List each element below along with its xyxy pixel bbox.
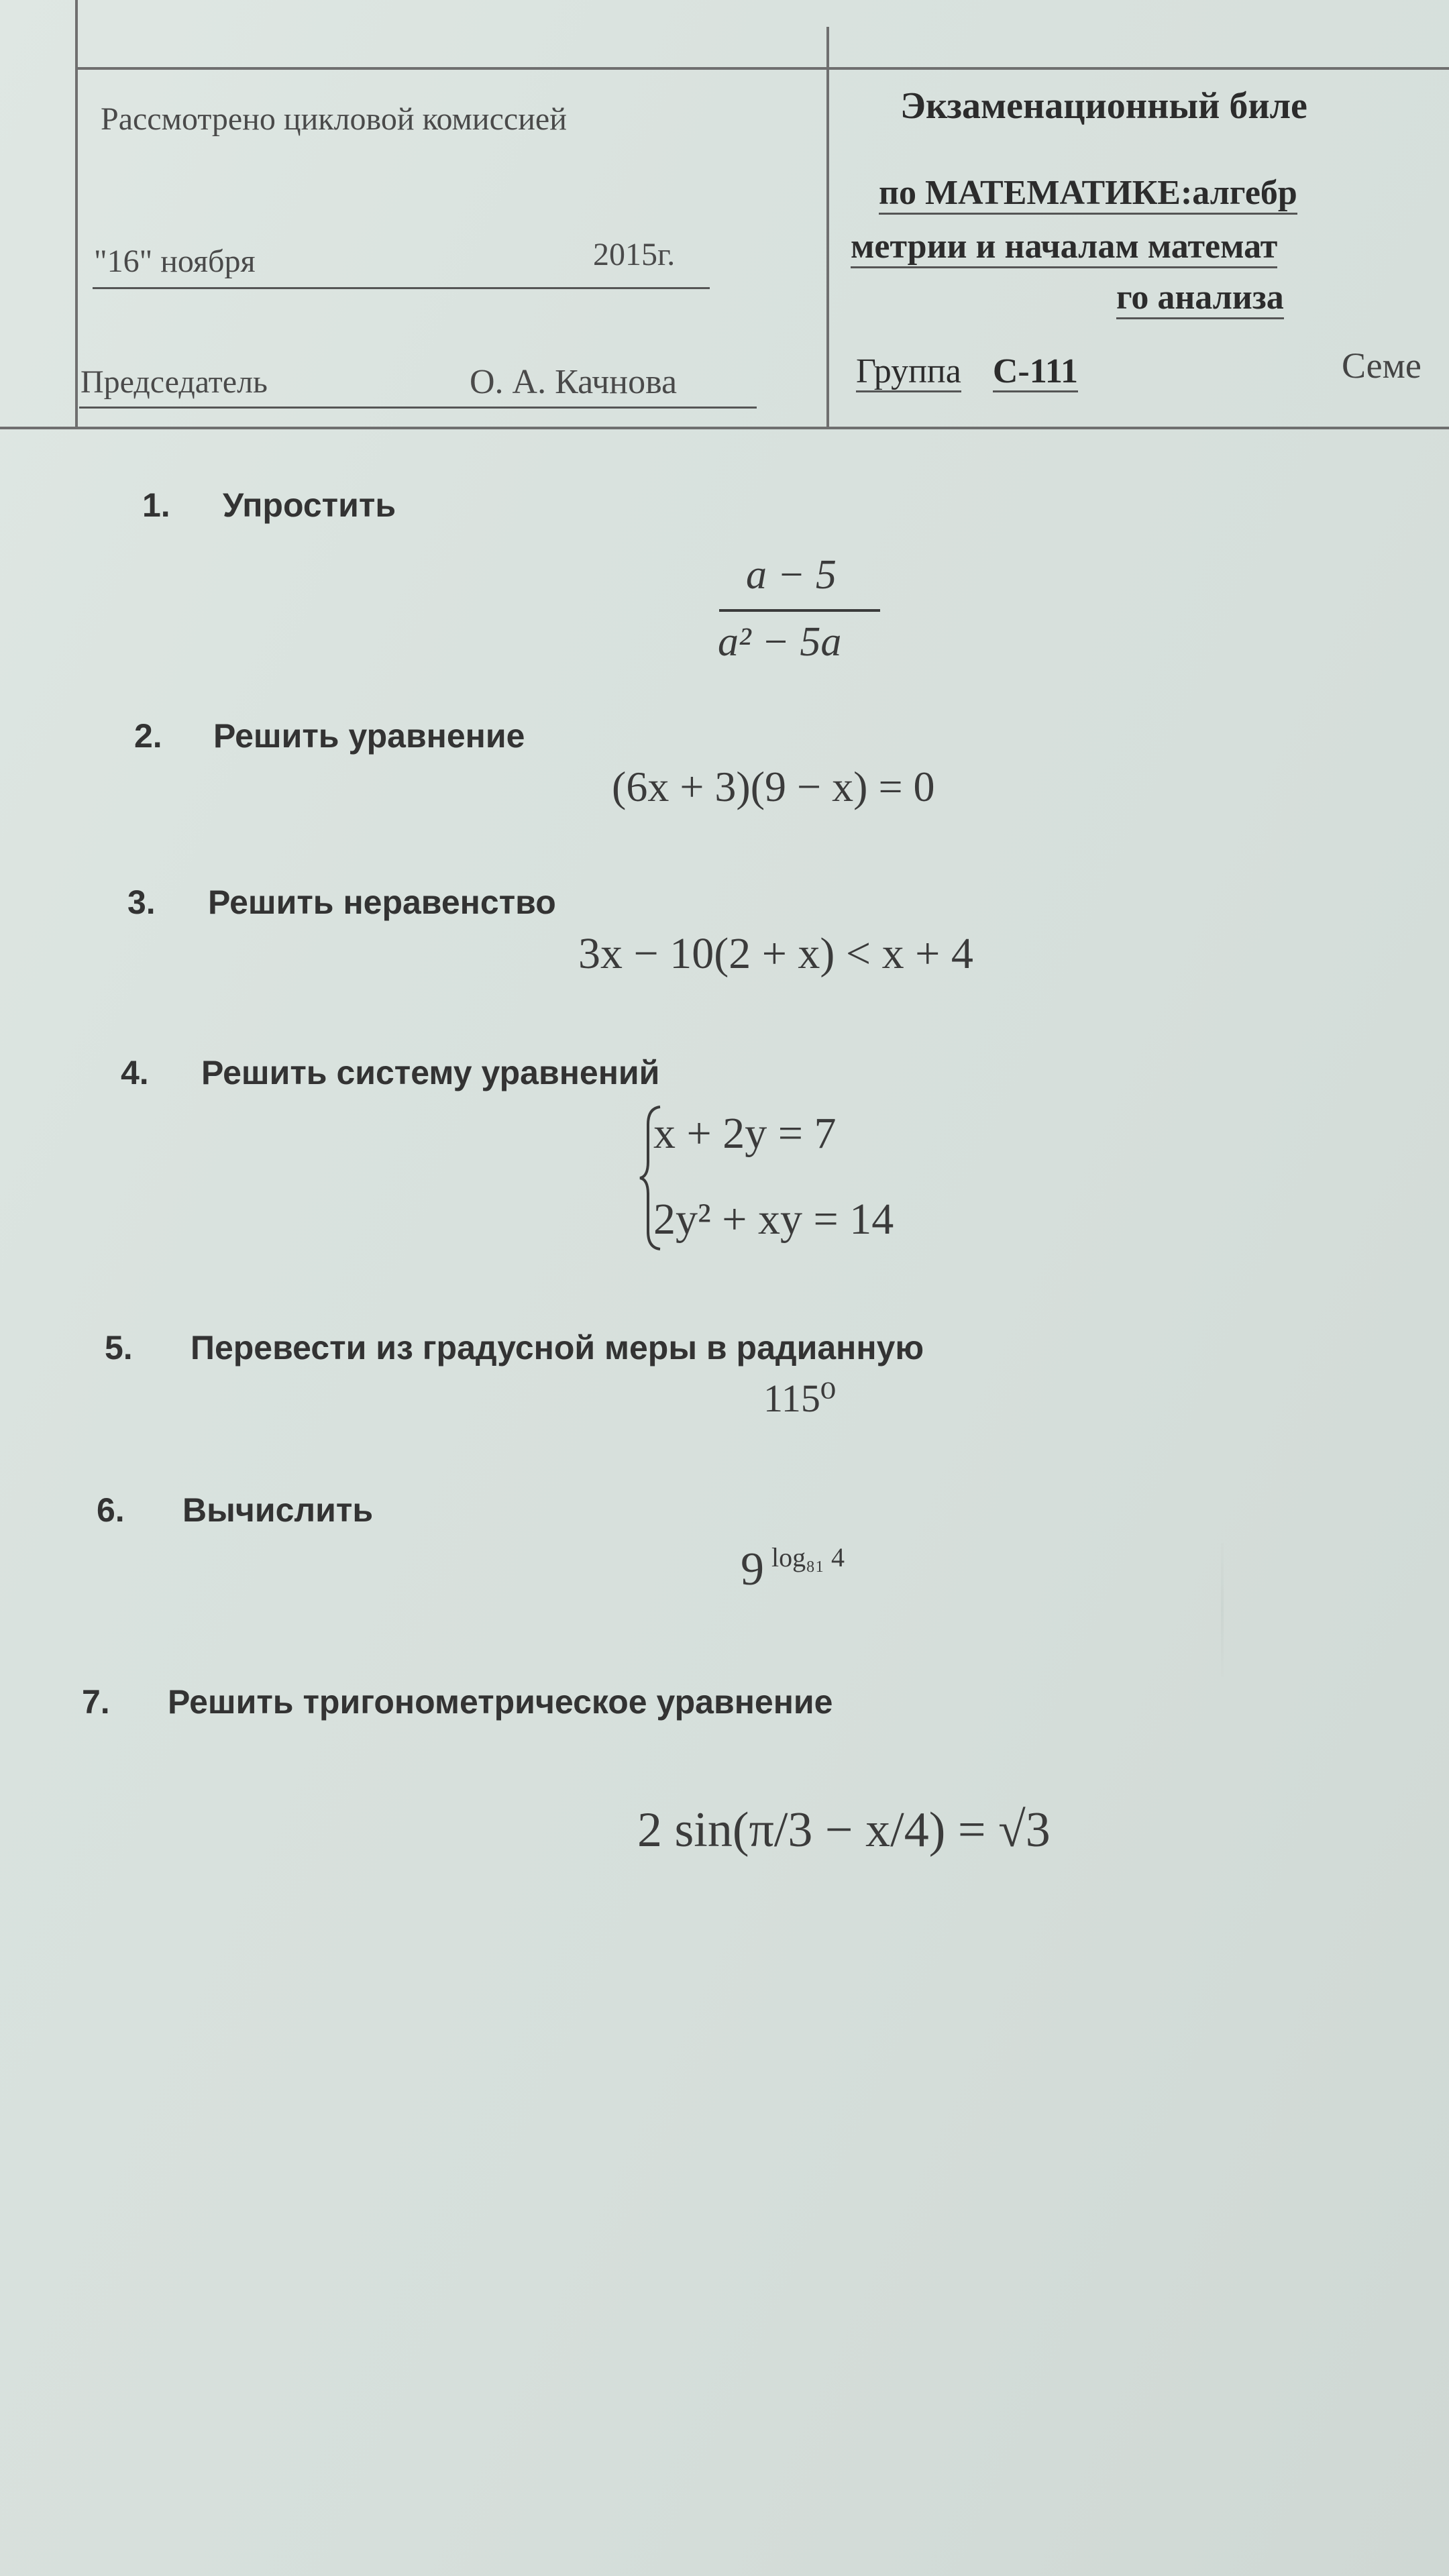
task-1-title: Упростить: [223, 486, 396, 524]
task-1-number: 1.: [142, 486, 170, 524]
task-2-title: Решить уравнение: [213, 717, 525, 755]
task-1-denominator: a² − 5a: [718, 619, 842, 665]
header-bottom-line: [0, 427, 1449, 429]
group-field: [856, 352, 1078, 391]
task-1-numerator: a − 5: [746, 552, 837, 598]
date-field: [93, 237, 710, 289]
top-rule-line: [75, 67, 1449, 70]
task-7-equation: 2 sin(π/3 − x/4) = √3: [637, 1803, 1051, 1858]
ticket-title: Экзаменационный биле: [900, 85, 1307, 127]
task-4-equation-1: x + 2y = 7: [653, 1109, 837, 1158]
task-5-angle: 115⁰: [763, 1377, 837, 1420]
left-border-line: [75, 0, 78, 429]
task-6-number: 6.: [97, 1491, 125, 1529]
task-4-equation-2: 2y² + xy = 14: [653, 1195, 894, 1244]
group-value: С-111: [993, 352, 1078, 392]
paper-fold-mark: [1221, 1543, 1224, 1677]
date-day: "16" ноября: [94, 244, 256, 279]
task-3-number: 3.: [127, 883, 156, 921]
task-7-number: 7.: [82, 1683, 110, 1721]
chairman-field: [79, 362, 757, 409]
subject-line-1: по МАТЕМАТИКЕ:алгебр: [879, 173, 1297, 215]
chairman-label: Председатель: [80, 364, 268, 400]
group-label: Группа: [856, 352, 961, 392]
subject-line-2: метрии и началам математ: [851, 227, 1277, 268]
task-2-number: 2.: [134, 717, 162, 755]
task-6-base: 9: [741, 1544, 764, 1595]
header-divider-line: [826, 27, 829, 429]
task-3-inequality: 3x − 10(2 + x) < x + 4: [578, 929, 973, 978]
subject-line-3: го анализа: [1116, 278, 1284, 319]
task-1-fraction-bar: [719, 609, 880, 612]
task-7-title: Решить тригонометрическое уравнение: [168, 1683, 833, 1721]
task-4-number: 4.: [121, 1054, 149, 1091]
task-5-title: Перевести из градусной меры в радианную: [191, 1329, 924, 1366]
reviewed-label: Рассмотрено цикловой комиссией: [101, 101, 567, 137]
task-3-title: Решить неравенство: [208, 883, 556, 921]
task-6-exponent: log₈₁ 4: [771, 1542, 845, 1572]
task-6-title: Вычислить: [182, 1491, 374, 1529]
task-5-number: 5.: [105, 1329, 133, 1366]
task-4-title: Решить систему уравнений: [201, 1054, 660, 1091]
chairman-name: О. А. Качнова: [470, 363, 678, 401]
task-2-equation: (6x + 3)(9 − x) = 0: [612, 763, 935, 810]
semester-label: Семе: [1342, 345, 1421, 386]
date-year: 2015г.: [593, 237, 676, 272]
